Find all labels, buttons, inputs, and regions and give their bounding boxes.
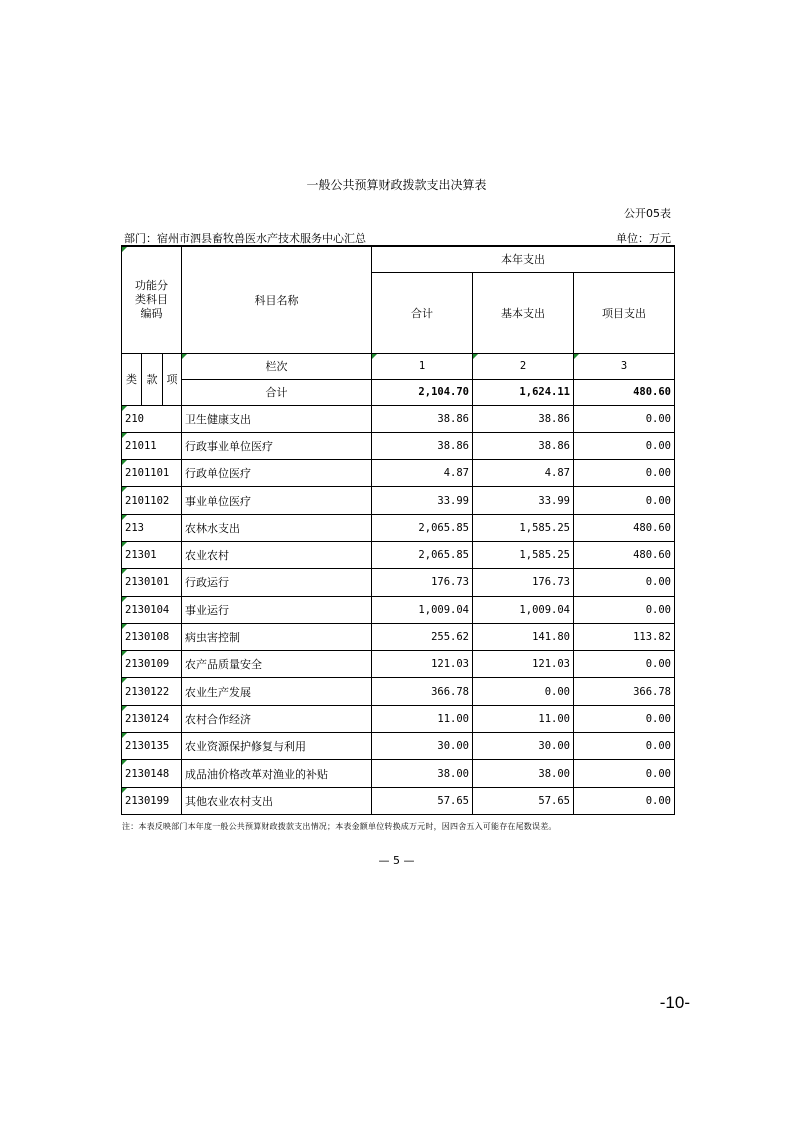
- row-code: 2130109: [122, 651, 182, 678]
- row-total: 38.86: [372, 432, 473, 459]
- column-number-2: 2: [473, 353, 574, 379]
- row-basic: 57.65: [473, 787, 574, 814]
- row-name: 行政单位医疗: [182, 460, 372, 487]
- row-total: 38.86: [372, 405, 473, 432]
- row-project: 0.00: [574, 651, 675, 678]
- total-header: 合计: [372, 272, 473, 353]
- table-row: [122, 787, 675, 814]
- corner-page-number: -10-: [659, 993, 690, 1012]
- row-name: 农业资源保护修复与利用: [182, 733, 372, 760]
- table-row: [122, 651, 675, 678]
- row-code: 2101101: [122, 460, 182, 487]
- summary-project: 480.60: [574, 379, 675, 405]
- row-project: 0.00: [574, 432, 675, 459]
- row-project: 480.60: [574, 541, 675, 568]
- row-total: 33.99: [372, 487, 473, 514]
- row-name: 农业农村: [182, 541, 372, 568]
- row-name: 农林水支出: [182, 514, 372, 541]
- row-total: 121.03: [372, 651, 473, 678]
- table-row: [122, 733, 675, 760]
- table-row: [122, 541, 675, 568]
- form-code: 公开05表: [624, 207, 671, 220]
- col-lei-header: 类: [122, 353, 142, 405]
- col-xiang-header: 项: [163, 353, 182, 405]
- func-class-header: 功能分类科目编码: [122, 246, 182, 353]
- table-row: [122, 678, 675, 705]
- summary-basic: 1,624.11: [473, 379, 574, 405]
- row-code: 210: [122, 405, 182, 432]
- row-basic: 11.00: [473, 705, 574, 732]
- row-project: 0.00: [574, 487, 675, 514]
- row-total: 4.87: [372, 460, 473, 487]
- summary-total: 2,104.70: [372, 379, 473, 405]
- row-code: 2130101: [122, 569, 182, 596]
- row-project: 0.00: [574, 596, 675, 623]
- row-basic: 4.87: [473, 460, 574, 487]
- row-name: 其他农业农村支出: [182, 787, 372, 814]
- row-total: 1,009.04: [372, 596, 473, 623]
- row-basic: 176.73: [473, 569, 574, 596]
- row-project: 366.78: [574, 678, 675, 705]
- row-code: 2130108: [122, 623, 182, 650]
- budget-table: [121, 245, 675, 815]
- row-basic: 38.00: [473, 760, 574, 787]
- row-name: 成品油价格改革对渔业的补贴: [182, 760, 372, 787]
- row-code: 2130104: [122, 596, 182, 623]
- row-name: 事业运行: [182, 596, 372, 623]
- row-project: 480.60: [574, 514, 675, 541]
- row-code: 2130135: [122, 733, 182, 760]
- row-name: 卫生健康支出: [182, 405, 372, 432]
- row-total: 2,065.85: [372, 541, 473, 568]
- table-row: [122, 760, 675, 787]
- row-code: 2101102: [122, 487, 182, 514]
- row-project: 0.00: [574, 787, 675, 814]
- column-order-label: 栏次: [182, 353, 372, 379]
- column-number-3: 3: [574, 353, 675, 379]
- row-total: 30.00: [372, 733, 473, 760]
- row-project: 0.00: [574, 760, 675, 787]
- row-name: 农业生产发展: [182, 678, 372, 705]
- row-code: 2130148: [122, 760, 182, 787]
- row-code: 21011: [122, 432, 182, 459]
- row-name: 农产品质量安全: [182, 651, 372, 678]
- table-row: [122, 514, 675, 541]
- row-total: 38.00: [372, 760, 473, 787]
- row-total: 366.78: [372, 678, 473, 705]
- row-total: 176.73: [372, 569, 473, 596]
- row-project: 0.00: [574, 733, 675, 760]
- row-basic: 1,585.25: [473, 541, 574, 568]
- row-name: 农村合作经济: [182, 705, 372, 732]
- row-code: 21301: [122, 541, 182, 568]
- row-project: 0.00: [574, 705, 675, 732]
- unit-label: 单位：万元: [616, 232, 671, 245]
- row-total: 2,065.85: [372, 514, 473, 541]
- row-project: 0.00: [574, 460, 675, 487]
- row-name: 行政运行: [182, 569, 372, 596]
- table-row: [122, 596, 675, 623]
- table-row: [122, 405, 675, 432]
- row-basic: 121.03: [473, 651, 574, 678]
- subject-name-header: 科目名称: [182, 246, 372, 353]
- row-name: 事业单位医疗: [182, 487, 372, 514]
- footnote: 注：本表反映部门本年度一般公共预算财政拨款支出情况；本表金额单位转换成万元时，因四舍五入可能存在尾数误差。: [122, 822, 557, 831]
- row-basic: 30.00: [473, 733, 574, 760]
- row-basic: 38.86: [473, 405, 574, 432]
- row-name: 病虫害控制: [182, 623, 372, 650]
- table-row: [122, 432, 675, 459]
- table-row: [122, 623, 675, 650]
- row-project: 113.82: [574, 623, 675, 650]
- row-code: 2130122: [122, 678, 182, 705]
- table-row: [122, 487, 675, 514]
- page-title: 一般公共预算财政拨款支出决算表: [306, 178, 487, 192]
- row-code: 2130124: [122, 705, 182, 732]
- row-project: 0.00: [574, 569, 675, 596]
- row-basic: 33.99: [473, 487, 574, 514]
- col-kuan-header: 款: [142, 353, 163, 405]
- row-code: 2130199: [122, 787, 182, 814]
- column-number-1: 1: [372, 353, 473, 379]
- row-basic: 0.00: [473, 678, 574, 705]
- row-basic: 1,009.04: [473, 596, 574, 623]
- table-row: [122, 705, 675, 732]
- page-number: — 5 —: [378, 854, 415, 867]
- row-code: 213: [122, 514, 182, 541]
- row-basic: 38.86: [473, 432, 574, 459]
- project-header: 项目支出: [574, 272, 675, 353]
- department-label: 部门：宿州市泗县畜牧兽医水产技术服务中心汇总: [124, 232, 366, 245]
- row-total: 11.00: [372, 705, 473, 732]
- summary-label: 合计: [182, 379, 372, 405]
- row-name: 行政事业单位医疗: [182, 432, 372, 459]
- row-project: 0.00: [574, 405, 675, 432]
- table-row: [122, 460, 675, 487]
- row-basic: 1,585.25: [473, 514, 574, 541]
- current-year-header: 本年支出: [372, 246, 675, 272]
- row-basic: 141.80: [473, 623, 574, 650]
- row-total: 57.65: [372, 787, 473, 814]
- row-total: 255.62: [372, 623, 473, 650]
- table-row: [122, 569, 675, 596]
- basic-header: 基本支出: [473, 272, 574, 353]
